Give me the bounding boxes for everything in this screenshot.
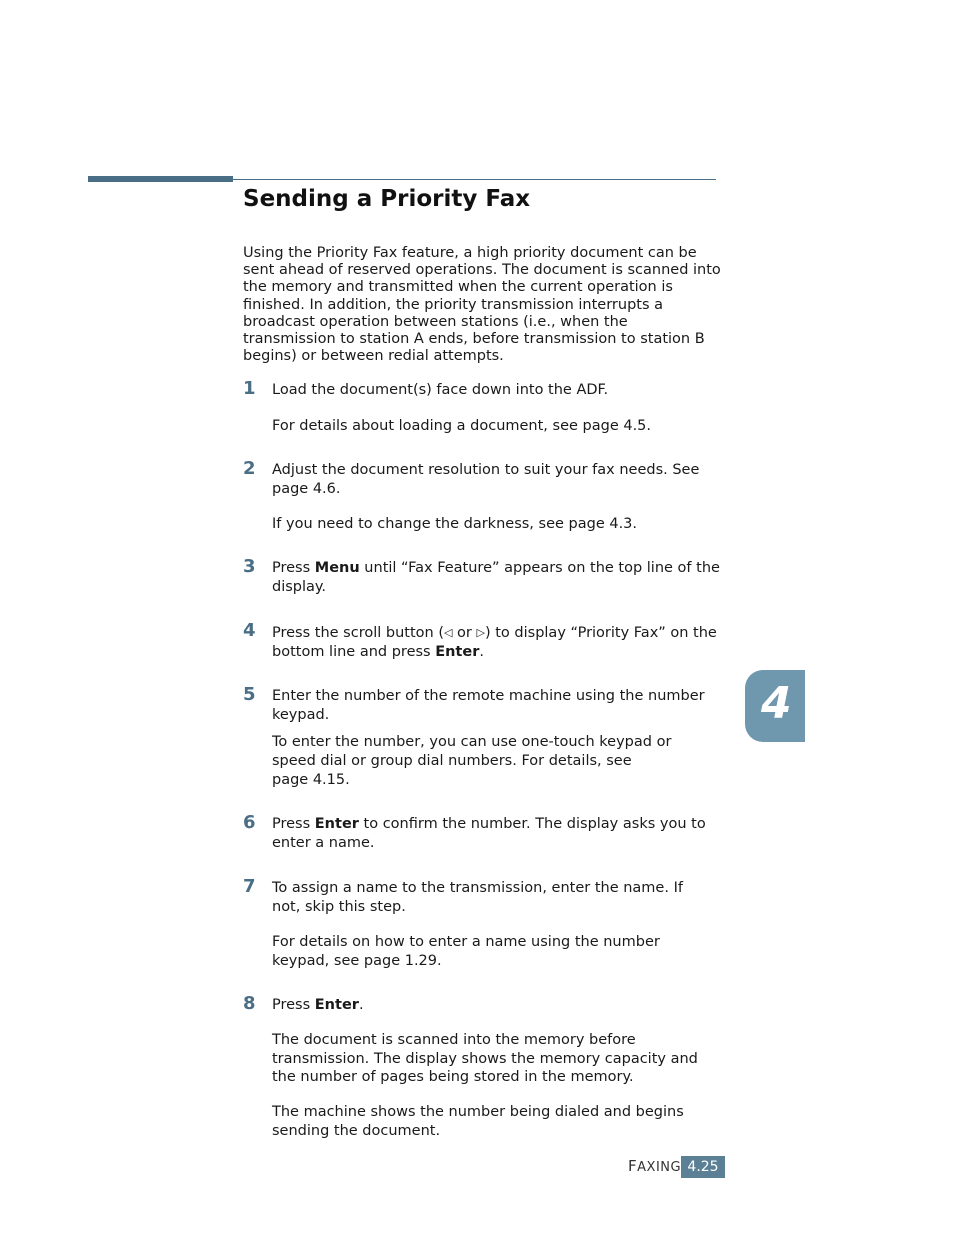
step-5-number: 5 — [243, 684, 256, 705]
header-rule-thin — [233, 179, 716, 180]
enter-key-label: Enter — [314, 997, 359, 1013]
left-arrow-icon: ◁ — [443, 626, 453, 639]
header-rule-thick — [88, 176, 233, 182]
menu-key-label: Menu — [314, 560, 360, 576]
step-7-number: 7 — [243, 876, 256, 897]
step-3-number: 3 — [243, 556, 256, 577]
footer-section-label: FAXING — [628, 1157, 682, 1175]
step-1-text: Load the document(s) face down into the ADF. — [272, 382, 609, 398]
step-3-text: Press Menu until “Fax Feature” appears on the top line of the display. — [272, 560, 720, 595]
step-6-number: 6 — [243, 812, 256, 833]
step-7-note: For details on how to enter a name using the number keypad, see page 1.29. — [272, 934, 660, 969]
step-6-text: Press Enter to confirm the number. The display asks you to enter a name. — [272, 816, 706, 851]
step-8-note-2: The machine shows the number being dialed and begins sending the document. — [272, 1104, 684, 1139]
step-5-note: To enter the number, you can use one-touch keypad or speed dial or group dial numbers. For details, see page 4.15. — [272, 734, 672, 788]
step-1-number: 1 — [243, 378, 256, 399]
step-8-number: 8 — [243, 993, 256, 1014]
page-number: 4.25 — [681, 1156, 725, 1178]
step-4-text: Press the scroll button (◁ or ▷) to display “Priority Fax” on the bottom line and press Enter. — [272, 625, 717, 660]
step-2-number: 2 — [243, 458, 256, 479]
chapter-tab — [745, 670, 805, 742]
step-2-text: Adjust the document resolution to suit your fax needs. See page 4.6. — [272, 462, 700, 497]
intro-paragraph: Using the Priority Fax feature, a high priority document can be sent ahead of reserved operations. The document is scanned into the memory and transmitted when the current operation is finished. In addition, the priority transmission interrupts a broadcast operation between stations (i.e., when the transmission to station A ends, before transmission to station B begins) or between redial attempts. — [243, 245, 721, 365]
enter-key-label: Enter — [435, 644, 480, 660]
step-1-note: For details about loading a document, see page 4.5. — [272, 418, 652, 434]
right-arrow-icon: ▷ — [476, 626, 485, 639]
step-8-note-1: The document is scanned into the memory before transmission. The display shows the memory capacity and the number of pages being stored in the memory. — [272, 1032, 698, 1085]
step-5-text: Enter the number of the remote machine using the number keypad. — [272, 688, 705, 723]
step-4-number: 4 — [243, 620, 256, 641]
step-2-note: If you need to change the darkness, see page 4.3. — [272, 516, 638, 532]
section-title: Sending a Priority Fax — [243, 186, 531, 212]
step-7-text: To assign a name to the transmission, enter the name. If not, skip this step. — [272, 880, 683, 915]
enter-key-label: Enter — [314, 816, 359, 832]
chapter-number: 4 — [761, 678, 792, 729]
step-8-text: Press Enter. — [272, 997, 364, 1013]
